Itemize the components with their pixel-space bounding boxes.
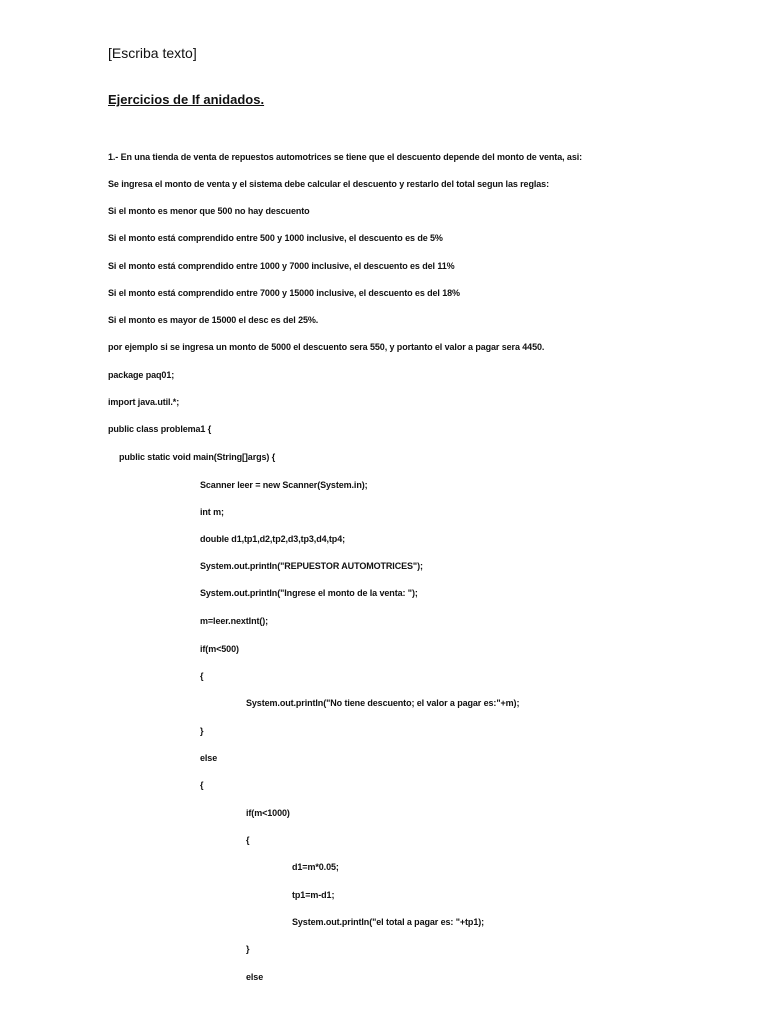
header-placeholder-text[interactable]: [Escriba texto] [108,45,197,61]
code-line: package paq01; [108,370,175,380]
paragraph-rule-2: Si el monto está comprendido entre 500 y 1000 inclusive, el descuento es de 5% [108,233,443,243]
paragraph-rule-1: Si el monto es menor que 500 no hay descuento [108,206,310,216]
code-line: public class problema1 { [108,424,212,434]
paragraph-intro: 1.- En una tienda de venta de repuestos automotrices se tiene que el descuento depende del monto de venta, asi: [108,152,583,162]
paragraph-rules-intro: Se ingresa el monto de venta y el sistema debe calcular el descuento y restarlo del total segun las reglas: [108,179,549,189]
code-line: m=leer.nextInt(); [200,616,269,626]
code-line: if(m<500) [200,644,239,654]
code-line: else [246,972,264,982]
code-line: } [246,944,250,954]
paragraph-rule-4: Si el monto está comprendido entre 7000 y 15000 inclusive, el descuento es del 18% [108,288,460,298]
code-line: else [200,753,218,763]
code-line: import java.util.*; [108,397,180,407]
paragraph-rule-5: Si el monto es mayor de 15000 el desc es del 25%. [108,315,319,325]
code-line: System.out.println("Ingrese el monto de la venta: "); [200,588,418,598]
code-line: Scanner leer = new Scanner(System.in); [200,480,368,490]
code-line: d1=m*0.05; [292,862,339,872]
code-line: tp1=m-d1; [292,890,335,900]
code-line: { [246,835,250,845]
code-line: System.out.println("el total a pagar es: "+tp1); [292,917,485,927]
code-line: } [200,726,204,736]
code-line: System.out.println("REPUESTOR AUTOMOTRICES"); [200,561,423,571]
code-line: int m; [200,507,224,517]
code-line: { [200,671,204,681]
code-line: double d1,tp1,d2,tp2,d3,tp3,d4,tp4; [200,534,346,544]
code-line: System.out.println("No tiene descuento; el valor a pagar es:"+m); [246,698,520,708]
code-line: public static void main(String[]args) { [119,452,276,462]
code-line: { [200,780,204,790]
code-line: if(m<1000) [246,808,290,818]
document-title: Ejercicios de If anidados. [108,92,265,107]
paragraph-example: por ejemplo si se ingresa un monto de 5000 el descuento sera 550, y portanto el valor a pagar sera 4450. [108,342,545,352]
paragraph-rule-3: Si el monto está comprendido entre 1000 y 7000 inclusive, el descuento es del 11% [108,261,455,271]
